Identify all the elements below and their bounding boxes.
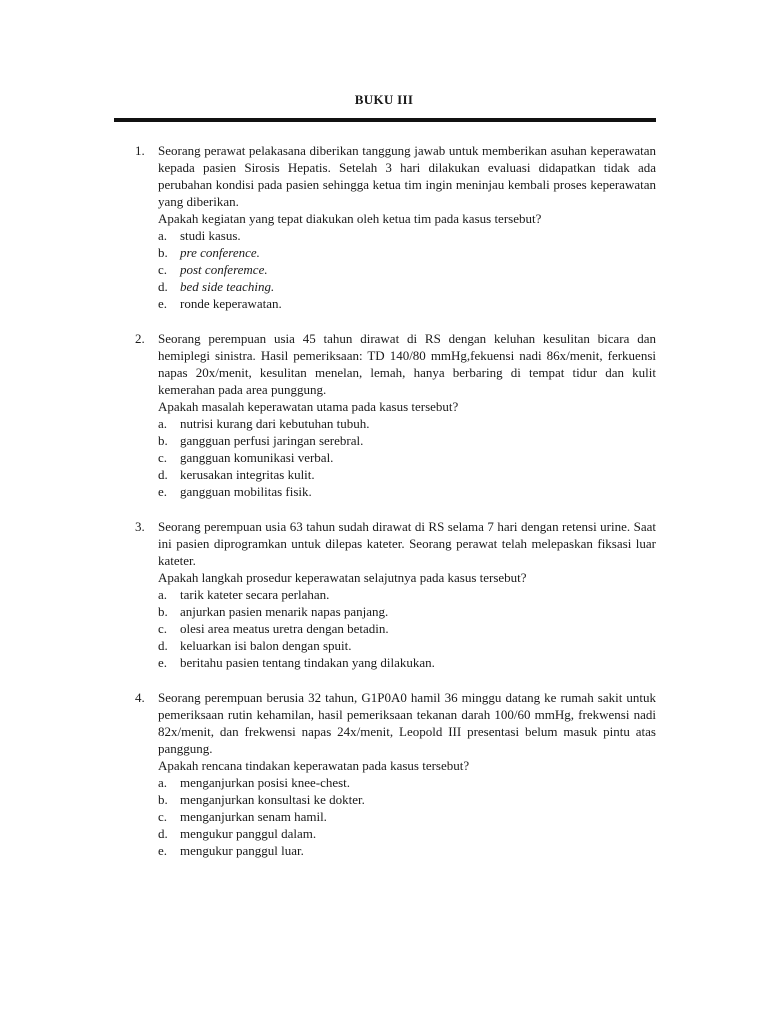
option-letter: a. (158, 416, 168, 431)
option-letter: e. (158, 843, 168, 858)
answer-option (158, 483, 656, 500)
option-text: gangguan mobilitas fisik. (180, 484, 312, 499)
answer-option (158, 791, 656, 808)
option-text: pre conference. (180, 245, 260, 260)
option-letter: e. (158, 655, 168, 670)
option-text: post conferemce. (180, 262, 268, 277)
question-item (114, 689, 656, 859)
answer-option (158, 842, 656, 859)
option-text: mengukur panggul dalam. (180, 826, 317, 841)
answer-option (158, 808, 656, 825)
answer-option (158, 586, 656, 603)
option-letter: b. (158, 604, 168, 619)
question-number: 4. (135, 690, 145, 705)
option-text: beritahu pasien tentang tindakan yang dilakukan. (180, 655, 435, 670)
question-stem: Seorang perawat pelakasana diberikan tanggung jawab untuk memberikan asuhan keperawatan kepada pasien Sirosis Hepatis. Setelah 3 hari dilakukan evaluasi didapatkan tidak ada perubahan kondisi pada pasien sehingga ketua tim ingin meninjau kembali proses keperawatan yang diberikan. (158, 143, 656, 209)
answer-option (158, 654, 656, 671)
option-text: menganjurkan senam hamil. (180, 809, 327, 824)
option-letter: b. (158, 433, 168, 448)
answer-option (158, 825, 656, 842)
answer-option (158, 620, 656, 637)
answer-option (158, 449, 656, 466)
option-text: kerusakan integritas kulit. (180, 467, 315, 482)
question-prompt: Apakah langkah prosedur keperawatan selajutnya pada kasus tersebut? (158, 570, 527, 585)
option-letter: d. (158, 638, 168, 653)
answer-option (158, 637, 656, 654)
option-letter: e. (158, 296, 168, 311)
option-text: bed side teaching. (180, 279, 275, 294)
question-prompt: Apakah rencana tindakan keperawatan pada kasus tersebut? (158, 758, 470, 773)
option-text: menganjurkan posisi knee-chest. (180, 775, 351, 790)
question-prompt: Apakah masalah keperawatan utama pada kasus tersebut? (158, 399, 459, 414)
option-text: tarik kateter secara perlahan. (180, 587, 330, 602)
question-number: 2. (135, 331, 145, 346)
option-text: nutrisi kurang dari kebutuhan tubuh. (180, 416, 370, 431)
question-prompt: Apakah kegiatan yang tepat diakukan oleh ketua tim pada kasus tersebut? (158, 211, 542, 226)
option-letter: c. (158, 262, 168, 277)
option-text: anjurkan pasien menarik napas panjang. (180, 604, 389, 619)
option-letter: c. (158, 621, 168, 636)
option-letter: c. (158, 450, 168, 465)
answer-option (158, 774, 656, 791)
option-letter: e. (158, 484, 168, 499)
option-text: ronde keperawatan. (180, 296, 282, 311)
option-text: menganjurkan konsultasi ke dokter. (180, 792, 365, 807)
answer-option (158, 432, 656, 449)
answer-option (158, 466, 656, 483)
title-divider (114, 118, 656, 122)
question-stem: Seorang perempuan berusia 32 tahun, G1P0A0 hamil 36 minggu datang ke rumah sakit untuk pemeriksaan rutin kehamilan, hasil pemeriksaan tekanan darah 100/60 mmHg, frekwensi nadi 82x/menit, dan frekwensi napas 24x/menit, Leopold III presentasi belum masuk pintu atas panggung. (158, 690, 656, 756)
option-letter: d. (158, 467, 168, 482)
answer-option (158, 278, 656, 295)
option-text: olesi area meatus uretra dengan betadin. (180, 621, 389, 636)
answer-option (158, 603, 656, 620)
option-letter: c. (158, 809, 168, 824)
option-letter: d. (158, 279, 168, 294)
question-item (114, 142, 656, 312)
option-text: studi kasus. (180, 228, 241, 243)
option-text: gangguan komunikasi verbal. (180, 450, 334, 465)
answer-option (158, 261, 656, 278)
option-letter: a. (158, 587, 168, 602)
question-stem: Seorang perempuan usia 63 tahun sudah dirawat di RS selama 7 hari dengan retensi urine. Saat ini pasien diprogramkan untuk dilepas kateter. Seorang perawat telah melepaskan fiksasi luar kateter. (158, 519, 656, 568)
option-letter: b. (158, 245, 168, 260)
option-letter: a. (158, 775, 168, 790)
question-list (114, 142, 656, 877)
option-letter: d. (158, 826, 168, 841)
option-text: mengukur panggul luar. (180, 843, 304, 858)
question-item (114, 330, 656, 500)
answer-option (158, 295, 656, 312)
option-letter: b. (158, 792, 168, 807)
question-number: 3. (135, 519, 145, 534)
answer-option (158, 244, 656, 261)
answer-option (158, 415, 656, 432)
option-letter: a. (158, 228, 168, 243)
question-item (114, 518, 656, 671)
question-number: 1. (135, 143, 145, 158)
question-stem: Seorang perempuan usia 45 tahun dirawat di RS dengan keluhan kesulitan bicara dan hemiplegi sinistra. Hasil pemeriksaan: TD 140/80 mmHg,fekuensi nadi 86x/menit, ferkuensi napas 20x/menit, kesulitan menelan, lemah, hanya berbaring di tempat tidur dan kulit kemerahan pada area punggung. (158, 331, 656, 397)
page-title: BUKU III (354, 92, 414, 107)
answer-option (158, 227, 656, 244)
option-text: keluarkan isi balon dengan spuit. (180, 638, 352, 653)
option-text: gangguan perfusi jaringan serebral. (180, 433, 364, 448)
